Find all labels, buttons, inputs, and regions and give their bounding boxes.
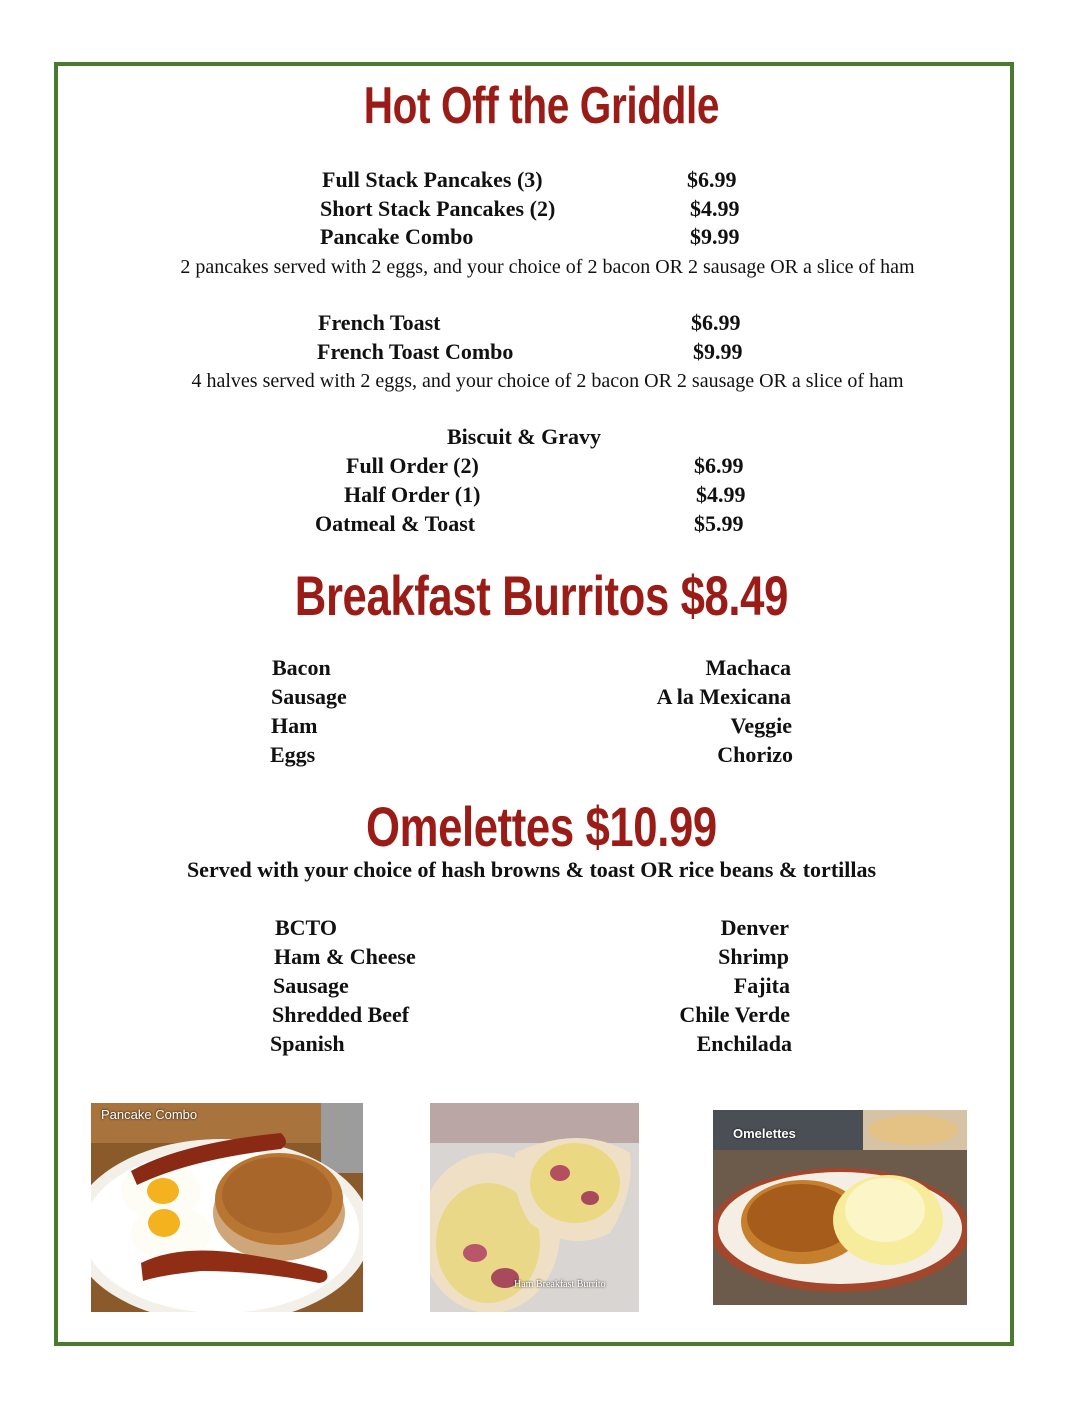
toast-description: 4 halves served with 2 eggs, and your choice of 2 bacon OR 2 sausage OR a slice of ham — [191, 370, 904, 392]
omelette-option: Spanish — [270, 1031, 345, 1056]
omelettes-subtitle: Served with your choice of hash browns & toast OR rice beans & tortillas — [186, 857, 877, 882]
menu-item-price: $6.99 — [691, 310, 741, 335]
omelette-option: Shredded Beef — [272, 1002, 410, 1027]
pancake-combo-photo — [91, 1103, 363, 1312]
burrito-option: Machaca — [705, 655, 791, 680]
burrito-option: Sausage — [271, 684, 347, 709]
menu-item-name: French Toast — [318, 310, 441, 335]
menu-item-price: $9.99 — [693, 339, 743, 364]
menu-item-name: Full Order (2) — [346, 453, 479, 478]
omelette-option: Shrimp — [718, 944, 789, 969]
omelette-option: Enchilada — [696, 1031, 792, 1056]
menu-item-name: Full Stack Pancakes (3) — [322, 167, 543, 192]
omelette-option: Sausage — [273, 973, 349, 998]
omelette-option: Chile Verde — [679, 1002, 790, 1027]
burrito-option: Ham — [271, 713, 318, 738]
burrito-option: Chorizo — [717, 742, 793, 767]
biscuit-heading: Biscuit & Gravy — [447, 424, 601, 449]
menu-item-name: Short Stack Pancakes (2) — [320, 196, 556, 221]
burrito-photo-label: Ham Breakfast Burrito — [514, 1279, 606, 1290]
menu-item-price: $6.99 — [687, 167, 737, 192]
burrito-option: Veggie — [730, 713, 792, 738]
menu-item-name: Half Order (1) — [344, 482, 481, 507]
burrito-option: Eggs — [270, 742, 316, 767]
omelettes-heading: Omelettes $10.99 — [366, 795, 717, 858]
griddle-heading: Hot Off the Griddle — [363, 77, 720, 135]
menu-item-price: $9.99 — [690, 224, 740, 249]
omelette-option: Fajita — [733, 973, 790, 998]
pancake-photo-label: Pancake Combo — [101, 1107, 198, 1122]
omelettes-photo — [713, 1110, 967, 1305]
menu-item-name: Oatmeal & Toast — [315, 511, 476, 536]
ham-burrito-photo — [430, 1103, 639, 1312]
omelettes-photo-label: Omelettes — [733, 1126, 796, 1141]
omelette-option: Ham & Cheese — [274, 944, 416, 969]
menu-item-price: $5.99 — [694, 511, 744, 536]
omelette-option: Denver — [720, 915, 789, 940]
menu-item-price: $6.99 — [694, 453, 744, 478]
omelette-option: BCTO — [275, 915, 337, 940]
menu-item-name: French Toast Combo — [317, 339, 514, 364]
burrito-option: A la Mexicana — [656, 684, 791, 709]
menu-item-price: $4.99 — [696, 482, 746, 507]
menu-item-price: $4.99 — [690, 196, 740, 221]
burritos-heading: Breakfast Burritos $8.49 — [294, 564, 788, 627]
burrito-option: Bacon — [272, 655, 331, 680]
menu-item-name: Pancake Combo — [320, 224, 474, 249]
pancake-description: 2 pancakes served with 2 eggs, and your choice of 2 bacon OR 2 sausage OR a slice of ham — [180, 256, 915, 278]
